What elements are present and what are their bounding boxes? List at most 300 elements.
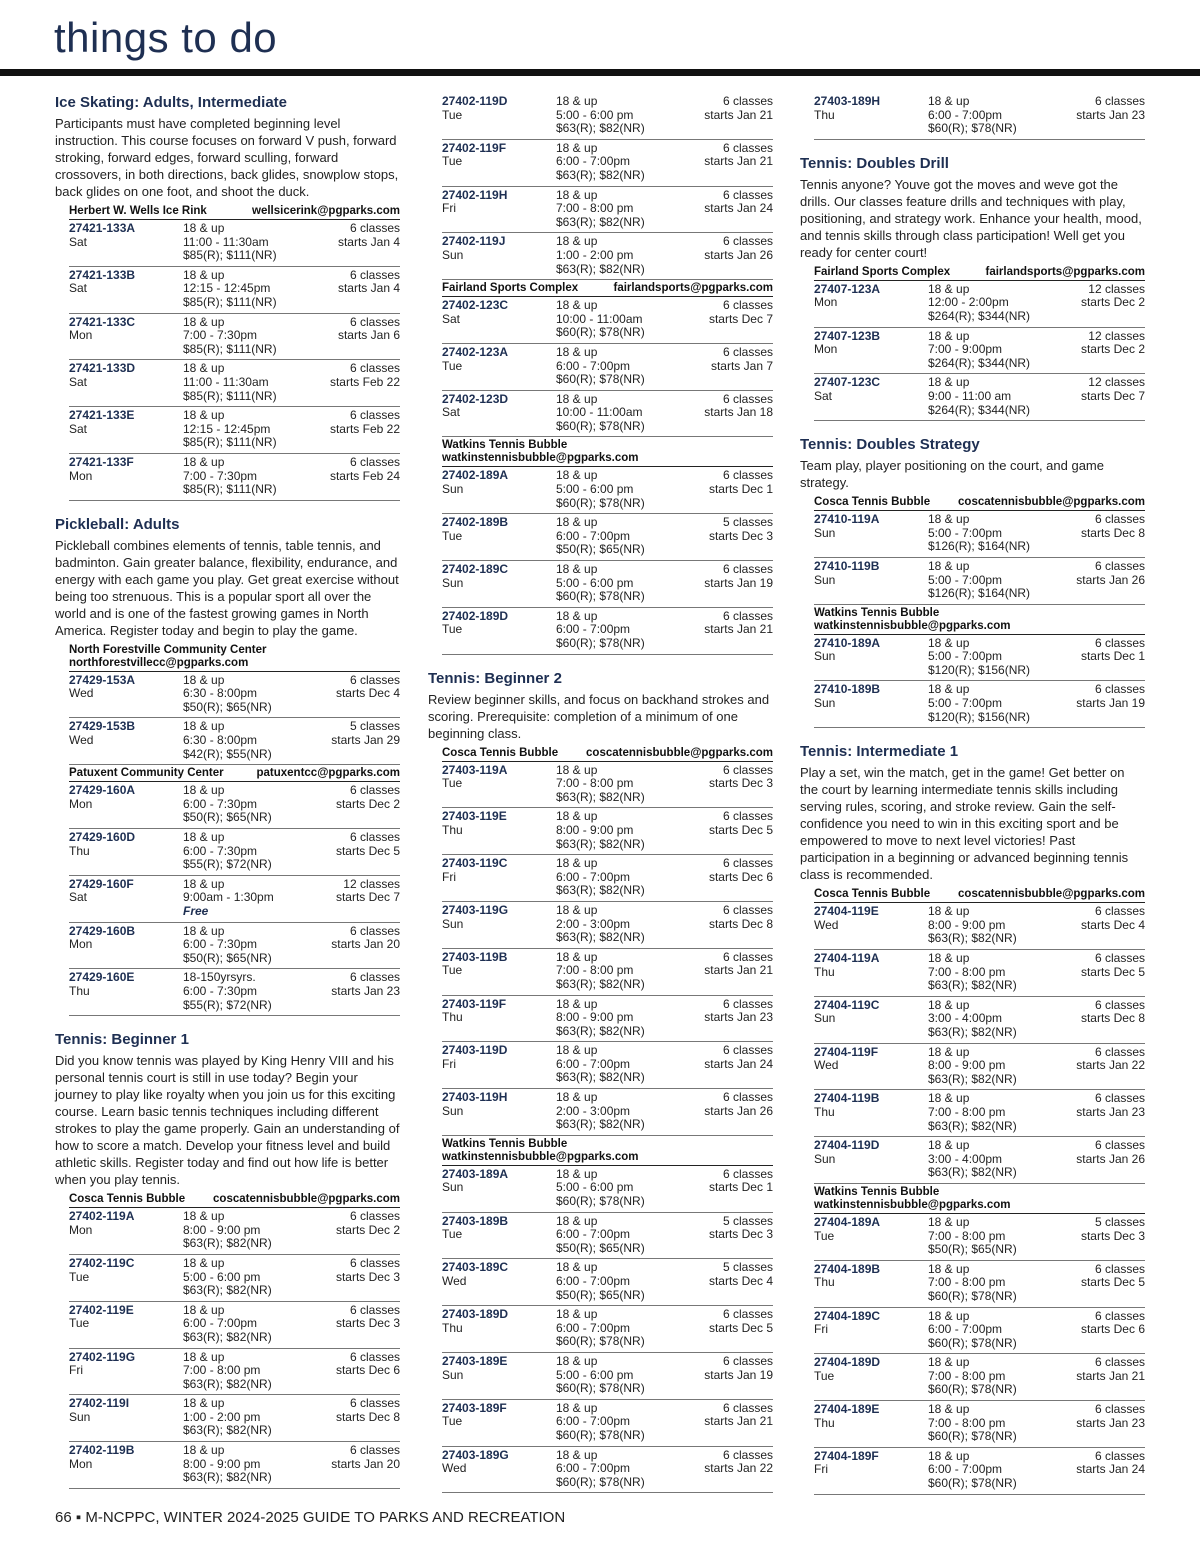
- class-time: 7:00 - 9:00pm: [928, 342, 1003, 357]
- class-age: 18 & up: [183, 783, 225, 798]
- class-id-cell: [69, 1257, 183, 1298]
- class-time: 6:00 - 7:00pm: [556, 358, 631, 373]
- class-start: starts Dec 3: [335, 1269, 400, 1284]
- class-fee: $55(R); $72(NR): [183, 997, 272, 1012]
- class-id-cell: [814, 1263, 928, 1304]
- class-start: starts Dec 2: [335, 1222, 400, 1237]
- class-code: 27403-119D: [442, 1043, 508, 1058]
- class-code: 27404-189D: [814, 1355, 881, 1370]
- class-id-cell: [69, 878, 183, 919]
- class-count: 6 classes: [349, 923, 400, 938]
- location-email[interactable]: watkinstennisbubble@pgparks.com: [442, 452, 639, 465]
- class-row: [442, 93, 773, 140]
- class-count: 5 classes: [722, 1213, 773, 1228]
- class-row: [69, 1255, 400, 1302]
- class-age: 18 & up: [928, 635, 970, 650]
- class-schedule-cell: [704, 610, 773, 637]
- class-age: 18 & up: [556, 187, 598, 202]
- location-email[interactable]: patuxentcc@pgparks.com: [256, 767, 400, 780]
- class-start: starts Dec 8: [708, 916, 773, 931]
- class-count: 6 classes: [722, 809, 773, 824]
- class-fee: $264(R); $344(NR): [928, 308, 1031, 323]
- class-id-cell: [69, 1351, 183, 1392]
- class-day: Thu: [442, 822, 463, 837]
- class-start: starts Jan 21: [704, 107, 773, 122]
- class-day: Sun: [69, 1409, 91, 1424]
- class-schedule-cell: [336, 1257, 400, 1284]
- class-day: Sun: [442, 482, 464, 497]
- class-code: 27403-189D: [442, 1307, 509, 1322]
- class-day: Tue: [442, 107, 463, 122]
- class-start: starts Dec 3: [335, 1316, 400, 1331]
- class-schedule-cell: [1081, 999, 1145, 1026]
- class-count: 6 classes: [349, 1302, 400, 1317]
- class-time: 9:00am - 1:30pm: [183, 890, 274, 905]
- class-row: [814, 1261, 1145, 1308]
- class-start: starts Feb 24: [329, 468, 400, 483]
- class-time: 5:00 - 6:00 pm: [556, 482, 634, 497]
- class-count: 6 classes: [349, 1255, 400, 1270]
- class-row: [69, 314, 400, 361]
- class-code: 27410-119A: [814, 512, 880, 527]
- location-block: [814, 93, 1145, 140]
- class-start: starts Jan 23: [1076, 107, 1145, 122]
- class-id-cell: [814, 1450, 928, 1491]
- class-id-cell: [442, 142, 556, 183]
- class-age: 18 & up: [928, 328, 970, 343]
- class-code: 27402-123D: [442, 391, 509, 406]
- class-schedule-cell: [336, 674, 400, 701]
- class-start: starts Jan 23: [1076, 1415, 1145, 1430]
- page-title: things to do: [54, 14, 278, 61]
- location-header: [814, 264, 1145, 281]
- location-block: [442, 437, 773, 654]
- class-schedule-cell: [704, 1449, 773, 1476]
- class-count: 6 classes: [1094, 997, 1145, 1012]
- class-time: 6:00 - 7:00pm: [556, 528, 631, 543]
- class-count: 6 classes: [1094, 558, 1145, 573]
- class-time: 6:00 - 7:00pm: [556, 154, 631, 169]
- course-title: Tennis: Beginner 1: [55, 1031, 189, 1049]
- class-schedule-cell: [709, 857, 773, 884]
- class-row: [69, 923, 400, 970]
- class-id-cell: [69, 1304, 183, 1345]
- class-day: Sun: [442, 575, 464, 590]
- location-email[interactable]: watkinstennisbubble@pgparks.com: [442, 1150, 639, 1163]
- class-schedule-cell: [704, 951, 773, 978]
- class-schedule-cell: [1076, 683, 1145, 710]
- class-start: starts Jan 19: [1076, 696, 1145, 711]
- location-email[interactable]: northforestvillecc@pgparks.com: [69, 656, 249, 669]
- class-count: 6 classes: [349, 221, 400, 235]
- class-time: 5:00 - 6:00 pm: [556, 107, 634, 122]
- class-code: 27404-119D: [814, 1138, 880, 1153]
- class-time: 6:00 - 7:00pm: [928, 1462, 1003, 1477]
- class-code: 27429-160F: [69, 876, 134, 891]
- class-start: starts Dec 5: [335, 843, 400, 858]
- class-row: [69, 1395, 400, 1442]
- class-count: 6 classes: [1094, 635, 1145, 650]
- class-count: 12 classes: [343, 876, 400, 891]
- class-time: 8:00 - 9:00 pm: [183, 1456, 261, 1471]
- location-email[interactable]: watkinstennisbubble@pgparks.com: [814, 1198, 1011, 1211]
- class-row: [442, 233, 773, 280]
- class-row: [69, 1442, 400, 1489]
- class-count: 6 classes: [1094, 951, 1145, 966]
- class-start: starts Jan 21: [704, 622, 773, 637]
- class-count: 6 classes: [722, 1166, 773, 1181]
- class-day: Sun: [442, 916, 464, 931]
- class-day: Sat: [814, 388, 833, 403]
- class-age: 18 & up: [556, 1447, 598, 1462]
- location-header: [69, 203, 400, 220]
- class-start: starts Dec 5: [1080, 964, 1145, 979]
- class-id-cell: [814, 330, 928, 371]
- class-schedule-cell: [1076, 1450, 1145, 1477]
- course-title: Tennis: Doubles Strategy: [800, 436, 980, 454]
- course-section: [800, 154, 1145, 421]
- class-schedule-cell: [336, 1304, 400, 1331]
- class-time: 6:00 - 7:30pm: [183, 796, 258, 811]
- class-age: 18 & up: [183, 314, 225, 329]
- class-start: starts Jan 23: [1076, 1104, 1145, 1119]
- location-email[interactable]: watkinstennisbubble@pgparks.com: [814, 619, 1011, 632]
- location-email[interactable]: fairlandsports@pgparks.com: [985, 265, 1145, 278]
- class-code: 27402-123A: [442, 344, 509, 359]
- location-name: Fairland Sports Complex: [814, 265, 951, 278]
- class-start: starts Dec 3: [708, 1227, 773, 1242]
- class-age: 18 & up: [183, 1396, 225, 1411]
- class-time: 10:00 - 11:00am: [556, 405, 643, 420]
- course-section: [800, 93, 1145, 140]
- class-day: Fri: [442, 869, 456, 884]
- class-id-cell: [442, 610, 556, 651]
- class-start: starts Dec 2: [1080, 295, 1145, 310]
- class-time: 6:00 - 7:00pm: [556, 1227, 631, 1242]
- class-row: [69, 829, 400, 876]
- class-count: 6 classes: [722, 140, 773, 155]
- class-start: starts Dec 7: [335, 890, 400, 905]
- class-row: [442, 902, 773, 949]
- class-schedule-cell: [709, 810, 773, 837]
- class-day: Mon: [69, 796, 93, 811]
- class-code: 27404-119F: [814, 1044, 879, 1059]
- class-day: Fri: [442, 201, 456, 216]
- class-count: 6 classes: [349, 361, 400, 376]
- class-start: starts Dec 7: [1080, 388, 1145, 403]
- class-id-cell: [442, 951, 556, 992]
- course-title: Tennis: Intermediate 1: [800, 743, 959, 761]
- class-schedule-cell: [1076, 1092, 1145, 1119]
- class-id-cell: [442, 1168, 556, 1209]
- class-day: Wed: [814, 917, 839, 932]
- class-id-cell: [442, 1215, 556, 1256]
- class-time: 2:00 - 3:00pm: [556, 916, 631, 931]
- class-age: 18 & up: [928, 997, 970, 1012]
- class-row: [442, 1400, 773, 1447]
- class-id-cell: [442, 189, 556, 230]
- class-id-cell: [442, 346, 556, 387]
- class-code: 27402-119J: [442, 234, 506, 249]
- class-count: 6 classes: [722, 1400, 773, 1415]
- class-start: starts Dec 1: [708, 1180, 773, 1195]
- class-row: [442, 187, 773, 234]
- class-day: Sun: [814, 649, 836, 664]
- class-age: 18 & up: [928, 1214, 970, 1229]
- class-time: 6:00 - 7:30pm: [183, 937, 258, 952]
- class-day: Tue: [442, 963, 463, 978]
- class-row: [814, 1308, 1145, 1355]
- class-day: Thu: [69, 983, 90, 998]
- course-section: [55, 1030, 400, 1489]
- class-fee: $85(R); $111(NR): [183, 388, 277, 403]
- class-age: 18 & up: [556, 762, 598, 777]
- location-header: [814, 1184, 1145, 1214]
- class-day: Tue: [442, 528, 463, 543]
- class-count: 6 classes: [1094, 1355, 1145, 1370]
- class-start: starts Jan 19: [704, 575, 773, 590]
- course-description: Did you know tennis was played by King Henry VIII and his personal tennis court is still in use today? Begin your journey to play like royalty when you join us for this exciting course. Learn basic tennis techniques including different strokes to play the game properly. Gain an understanding of how to score a match. Develop your fitness level and build athletic skills. Register today and find out how life is better when you play tennis.: [55, 1053, 400, 1188]
- class-schedule-cell: [1081, 283, 1145, 310]
- class-time: 6:00 - 7:00pm: [556, 1414, 631, 1429]
- location-email[interactable]: coscatennisbubble@pgparks.com: [213, 1193, 400, 1206]
- class-row: [814, 1090, 1145, 1137]
- location-email[interactable]: fairlandsports@pgparks.com: [613, 282, 773, 295]
- class-day: Thu: [814, 107, 835, 122]
- class-code: 27402-119F: [442, 140, 507, 155]
- class-code: 27403-189G: [442, 1447, 509, 1462]
- class-count: 6 classes: [722, 996, 773, 1011]
- class-time: 8:00 - 9:00 pm: [556, 822, 634, 837]
- class-code: 27403-119C: [442, 856, 508, 871]
- class-code: 27402-123C: [442, 298, 509, 313]
- location-block: [442, 280, 773, 437]
- class-code: 27429-160D: [69, 830, 136, 845]
- class-age: 18 & up: [183, 719, 225, 734]
- class-fee: $63(R); $82(NR): [556, 836, 645, 851]
- class-count: 12 classes: [1088, 328, 1145, 343]
- class-id-cell: [442, 235, 556, 276]
- class-row: [442, 1042, 773, 1089]
- class-row: [814, 1214, 1145, 1261]
- class-count: 5 classes: [1094, 1214, 1145, 1229]
- class-count: 5 classes: [722, 1260, 773, 1275]
- class-age: 18 & up: [556, 1260, 598, 1275]
- class-fee: $63(R); $82(NR): [928, 1025, 1017, 1039]
- class-id-cell: [442, 1091, 556, 1132]
- class-day: Wed: [69, 686, 94, 701]
- class-code: 27402-189A: [442, 468, 509, 483]
- class-age: 18 & up: [183, 1302, 225, 1317]
- class-time: 6:30 - 8:00pm: [183, 686, 258, 701]
- class-schedule-cell: [704, 393, 773, 420]
- class-day: Sun: [814, 572, 836, 587]
- class-fee: $63(R); $82(NR): [556, 1117, 645, 1132]
- column-3: [800, 93, 1145, 1509]
- class-time: 5:00 - 6:00 pm: [556, 1367, 634, 1382]
- class-start: starts Dec 1: [1080, 649, 1145, 664]
- class-fee: $63(R); $82(NR): [183, 1283, 272, 1298]
- class-code: 27402-119B: [69, 1443, 135, 1458]
- class-fee: $126(R); $164(NR): [928, 539, 1031, 554]
- class-id-cell: [442, 1402, 556, 1443]
- class-day: Wed: [814, 1058, 839, 1073]
- class-fee: $50(R); $65(NR): [183, 810, 272, 825]
- class-count: 5 classes: [349, 719, 400, 734]
- location-header: [442, 1136, 773, 1166]
- class-age: 18 & up: [556, 1090, 598, 1105]
- class-schedule-cell: [709, 904, 773, 931]
- class-age: 18 & up: [556, 234, 598, 249]
- class-age: 18 & up: [556, 809, 598, 824]
- class-time: 12:15 - 12:45pm: [183, 421, 271, 436]
- class-count: 6 classes: [1094, 1044, 1145, 1059]
- class-age: 18 & up: [928, 1091, 970, 1106]
- class-schedule-cell: [704, 1355, 773, 1382]
- location-header: [69, 1191, 400, 1208]
- class-start: starts Jan 4: [337, 234, 400, 249]
- class-count: 6 classes: [1094, 904, 1145, 919]
- location-email[interactable]: coscatennisbubble@pgparks.com: [958, 496, 1145, 509]
- class-id-cell: [69, 1397, 183, 1438]
- class-time: 5:00 - 6:00 pm: [556, 1180, 634, 1195]
- class-code: 27403-189A: [442, 1166, 509, 1181]
- course-section: [800, 742, 1145, 1494]
- class-time: 11:00 - 11:30am: [183, 374, 269, 389]
- class-day: Wed: [442, 1274, 467, 1288]
- class-time: 12:15 - 12:45pm: [183, 281, 271, 296]
- class-code: 27404-189C: [814, 1308, 881, 1323]
- class-row: [442, 561, 773, 608]
- class-start: starts Dec 3: [1080, 1228, 1145, 1243]
- class-age: 18 & up: [183, 1443, 225, 1458]
- class-fee: $60(R); $78(NR): [928, 1429, 1017, 1444]
- class-age: 18 & up: [183, 1255, 225, 1270]
- location-block: [814, 264, 1145, 421]
- class-fee: $60(R); $78(NR): [928, 1288, 1017, 1303]
- location-header: [442, 280, 773, 297]
- location-header: [69, 642, 400, 672]
- class-id-cell: [442, 764, 556, 805]
- class-fee: $120(R); $156(NR): [928, 662, 1031, 677]
- class-start: starts Dec 5: [1080, 1275, 1145, 1290]
- class-count: 12 classes: [1088, 375, 1145, 390]
- class-age: 18 & up: [183, 1209, 225, 1224]
- class-id-cell: [814, 999, 928, 1040]
- class-start: starts Jan 23: [704, 1010, 773, 1025]
- class-day: Sat: [442, 405, 461, 420]
- class-code: 27404-119E: [814, 904, 879, 919]
- class-fee: $60(R); $78(NR): [556, 589, 645, 604]
- class-fee: $63(R); $82(NR): [928, 1165, 1017, 1180]
- location-name: Watkins Tennis Bubble: [442, 1137, 568, 1150]
- class-day: Mon: [69, 1456, 93, 1471]
- class-start: starts Dec 3: [708, 776, 773, 791]
- class-time: 1:00 - 2:00 pm: [556, 247, 634, 262]
- class-id-cell: [69, 720, 183, 761]
- class-time: 6:00 - 7:00pm: [556, 1274, 631, 1288]
- column-1: [55, 93, 400, 1503]
- class-code: 27410-119B: [814, 558, 880, 573]
- class-schedule-cell: [709, 516, 773, 543]
- class-id-cell: [814, 683, 928, 724]
- class-schedule-cell: [330, 456, 400, 483]
- class-schedule-cell: [1076, 95, 1145, 122]
- class-start: starts Jan 21: [704, 1414, 773, 1429]
- location-email[interactable]: coscatennisbubble@pgparks.com: [586, 746, 773, 759]
- class-age: 18 & up: [556, 140, 598, 155]
- class-id-cell: [69, 831, 183, 872]
- class-schedule-cell: [1081, 905, 1145, 932]
- class-age: 18 & up: [928, 1044, 970, 1059]
- class-count: 6 classes: [722, 562, 773, 577]
- class-schedule-cell: [704, 95, 773, 122]
- class-start: starts Jan 21: [704, 963, 773, 978]
- class-row: [69, 1349, 400, 1396]
- class-schedule-cell: [1081, 1216, 1145, 1243]
- class-age: 18 & up: [928, 682, 970, 697]
- class-schedule-cell: [336, 1210, 400, 1237]
- class-day: Sun: [814, 696, 836, 711]
- class-fee: $264(R); $344(NR): [928, 402, 1031, 417]
- class-count: 6 classes: [1094, 1308, 1145, 1323]
- class-fee: $60(R); $78(NR): [556, 495, 645, 510]
- class-code: 27404-189B: [814, 1261, 881, 1276]
- class-id-cell: [442, 1044, 556, 1085]
- class-code: 27429-153B: [69, 719, 136, 734]
- class-start: starts Dec 7: [708, 311, 773, 326]
- class-code: 27404-119B: [814, 1091, 880, 1106]
- class-time: 5:00 - 7:00pm: [928, 572, 1003, 587]
- class-schedule-cell: [1076, 1046, 1145, 1073]
- class-schedule-cell: [1081, 952, 1145, 979]
- class-count: 6 classes: [349, 672, 400, 687]
- location-email[interactable]: wellsicerink@pgparks.com: [252, 205, 400, 217]
- class-time: 6:30 - 8:00pm: [183, 733, 258, 748]
- class-age: 18 & up: [928, 281, 970, 296]
- class-fee: $63(R); $82(NR): [183, 1236, 272, 1251]
- class-start: starts Jan 23: [331, 983, 400, 998]
- class-count: 6 classes: [349, 314, 400, 329]
- class-day: Tue: [814, 1228, 835, 1243]
- class-time: 2:00 - 3:00pm: [556, 1103, 631, 1118]
- class-age: 18-150yrsyrs.: [183, 970, 256, 985]
- class-code: 27403-119F: [442, 996, 507, 1011]
- class-fee: $42(R); $55(NR): [183, 746, 272, 761]
- class-fee: $60(R); $78(NR): [556, 1427, 645, 1442]
- class-row: [69, 782, 400, 829]
- class-schedule-cell: [1076, 1403, 1145, 1430]
- class-row: [442, 949, 773, 996]
- class-fee: $63(R); $82(NR): [556, 1070, 645, 1085]
- class-count: 6 classes: [1094, 94, 1145, 108]
- class-row: [442, 467, 773, 514]
- location-header: [814, 886, 1145, 903]
- location-name: Cosca Tennis Bubble: [814, 888, 931, 901]
- course-title: Ice Skating: Adults, Intermediate: [55, 94, 287, 111]
- class-row: [814, 93, 1145, 140]
- class-id-cell: [442, 299, 556, 340]
- class-start: starts Dec 2: [1080, 342, 1145, 357]
- class-fee: $63(R); $82(NR): [928, 1118, 1017, 1133]
- class-start: starts Jan 26: [1076, 1151, 1145, 1166]
- location-email[interactable]: coscatennisbubble@pgparks.com: [958, 888, 1145, 901]
- class-start: starts Feb 22: [329, 421, 400, 436]
- location-name: Fairland Sports Complex: [442, 282, 579, 295]
- class-count: 6 classes: [722, 1043, 773, 1058]
- class-id-cell: [442, 1449, 556, 1490]
- class-time: 6:00 - 7:00pm: [928, 107, 1003, 122]
